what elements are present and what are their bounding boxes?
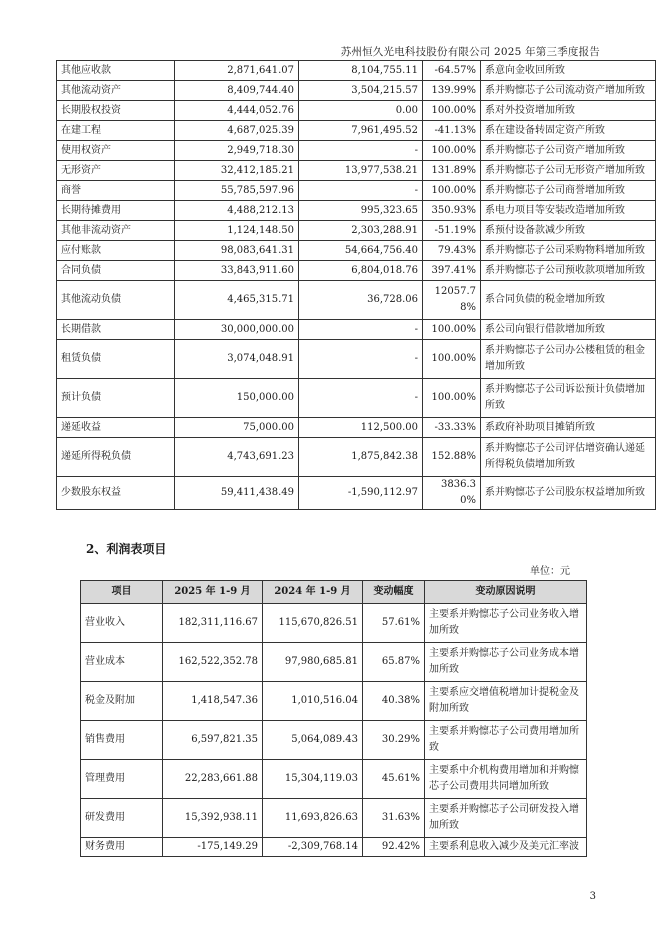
row-change-cell: 139.99% [423,81,481,101]
row-change-cell: 40.38% [363,682,425,721]
table-row [57,81,656,101]
row-current-cell: 55,785,597.96 [175,181,299,201]
row-reason-cell: 主要系并购懔芯子公司业务成本增加所致 [425,643,587,682]
income-statement-changes-table [80,580,587,857]
row-reason-cell: 系并购懔芯子公司评估增资确认递延所得税负债增加所致 [481,438,656,477]
row-item-cell: 商誉 [57,181,175,201]
row-change-cell: 31.63% [363,799,425,838]
row-reason-cell: 系合同负债的税金增加所致 [481,281,656,320]
row-change-cell: 45.61% [363,760,425,799]
row-previous-cell: -2,309,768.14 [263,838,363,857]
row-reason-cell: 主要系应交增值税增加计提税金及附加所致 [425,682,587,721]
row-item-cell: 无形资产 [57,161,175,181]
row-item-cell: 销售费用 [81,721,163,760]
row-previous-cell: 2,303,288.91 [299,221,423,241]
row-current-cell: -175,149.29 [163,838,263,857]
row-previous-cell: 11,693,826.63 [263,799,363,838]
table-row [57,320,656,340]
table-row [57,438,656,477]
row-change-cell: 397.41% [423,261,481,281]
table-row [57,101,656,121]
row-current-cell: 59,411,438.49 [175,477,299,510]
row-change-cell: 65.87% [363,643,425,682]
row-reason-cell: 系政府补助项目摊销所致 [481,418,656,438]
row-reason-cell: 主要系并购懔芯子公司研发投入增加所致 [425,799,587,838]
row-reason-cell: 系并购懔芯子公司商誉增加所致 [481,181,656,201]
row-reason-cell: 主要系并购懔芯子公司业务收入增加所致 [425,604,587,643]
row-change-cell: 57.61% [363,604,425,643]
row-change-cell: 12057.78% [423,281,481,320]
row-change-cell: 100.00% [423,340,481,379]
row-current-cell: 4,465,315.71 [175,281,299,320]
row-previous-cell: 15,304,119.03 [263,760,363,799]
header-reason: 变动原因说明 [425,581,587,604]
row-change-cell: 100.00% [423,181,481,201]
header-previous: 2024 年 1-9 月 [263,581,363,604]
row-previous-cell: - [299,141,423,161]
row-previous-cell: - [299,379,423,418]
page-number: 3 [589,891,596,902]
row-change-cell: 100.00% [423,141,481,161]
row-reason-cell: 主要系并购懔芯子公司费用增加所致 [425,721,587,760]
section-title: 2、利润表项目 [86,542,167,556]
row-change-cell: 79.43% [423,241,481,261]
table-row [57,477,656,510]
row-previous-cell: 112,500.00 [299,418,423,438]
row-previous-cell: 1,875,842.38 [299,438,423,477]
row-current-cell: 3,074,048.91 [175,340,299,379]
row-change-cell: -33.33% [423,418,481,438]
row-item-cell: 其他流动负债 [57,281,175,320]
row-change-cell: 3836.30% [423,477,481,510]
row-reason-cell: 系并购懔芯子公司资产增加所致 [481,141,656,161]
table-row [81,838,587,857]
table-row [57,121,656,141]
row-item-cell: 租赁负债 [57,340,175,379]
row-current-cell: 2,949,718.30 [175,141,299,161]
row-change-cell: -51.19% [423,221,481,241]
row-current-cell: 4,687,025.39 [175,121,299,141]
row-reason-cell: 系并购懔芯子公司无形资产增加所致 [481,161,656,181]
row-item-cell: 长期股权投资 [57,101,175,121]
row-change-cell: 100.00% [423,320,481,340]
table-row [57,181,656,201]
row-reason-cell: 系并购懔芯子公司预收款项增加所致 [481,261,656,281]
row-item-cell: 预计负债 [57,379,175,418]
row-previous-cell: 115,670,826.51 [263,604,363,643]
row-reason-cell: 系意向金收回所致 [481,61,656,81]
row-item-cell: 管理费用 [81,760,163,799]
header-item: 项目 [81,581,163,604]
table-row [81,682,587,721]
row-previous-cell: 0.00 [299,101,423,121]
row-item-cell: 少数股东权益 [57,477,175,510]
row-reason-cell: 系并购懔芯子公司办公楼租赁的租金增加所致 [481,340,656,379]
row-previous-cell: - [299,181,423,201]
row-item-cell: 合同负债 [57,261,175,281]
header-current: 2025 年 1-9 月 [163,581,263,604]
report-header: 苏州恒久光电科技股份有限公司 2025 年第三季度报告 [340,46,600,58]
row-item-cell: 营业收入 [81,604,163,643]
row-previous-cell: 3,504,215.57 [299,81,423,101]
table-row [57,340,656,379]
row-previous-cell: 36,728.06 [299,281,423,320]
table-row [81,721,587,760]
table-row [57,201,656,221]
row-current-cell: 182,311,116.67 [163,604,263,643]
header-change: 变动幅度 [363,581,425,604]
row-current-cell: 4,743,691.23 [175,438,299,477]
row-change-cell: 30.29% [363,721,425,760]
row-item-cell: 在建工程 [57,121,175,141]
table-header-row [81,581,587,604]
row-current-cell: 150,000.00 [175,379,299,418]
row-current-cell: 32,412,185.21 [175,161,299,181]
row-current-cell: 33,843,911.60 [175,261,299,281]
row-change-cell: 131.89% [423,161,481,181]
row-item-cell: 研发费用 [81,799,163,838]
row-current-cell: 162,522,352.78 [163,643,263,682]
table-row [57,261,656,281]
row-item-cell: 财务费用 [81,838,163,857]
row-item-cell: 长期借款 [57,320,175,340]
table-row [57,61,656,81]
table-row [57,141,656,161]
row-previous-cell: - [299,320,423,340]
row-previous-cell: 995,323.65 [299,201,423,221]
row-change-cell: 350.93% [423,201,481,221]
row-item-cell: 其他应收款 [57,61,175,81]
table-row [57,418,656,438]
table-row [57,281,656,320]
row-current-cell: 15,392,938.11 [163,799,263,838]
row-previous-cell: 97,980,685.81 [263,643,363,682]
row-previous-cell: 1,010,516.04 [263,682,363,721]
row-item-cell: 其他流动资产 [57,81,175,101]
row-current-cell: 8,409,744.40 [175,81,299,101]
row-previous-cell: 54,664,756.40 [299,241,423,261]
row-change-cell: 100.00% [423,379,481,418]
row-change-cell: -41.13% [423,121,481,141]
row-reason-cell: 系并购懔芯子公司诉讼预计负债增加所致 [481,379,656,418]
row-reason-cell: 系并购懔芯子公司流动资产增加所致 [481,81,656,101]
row-current-cell: 4,488,212.13 [175,201,299,221]
row-item-cell: 递延收益 [57,418,175,438]
table-row [81,799,587,838]
row-item-cell: 递延所得税负债 [57,438,175,477]
table-row [81,643,587,682]
row-item-cell: 其他非流动资产 [57,221,175,241]
unit-label: 单位：元 [530,566,570,577]
row-reason-cell: 系对外投资增加所致 [481,101,656,121]
row-previous-cell: - [299,340,423,379]
row-reason-cell: 系预付设备款减少所致 [481,221,656,241]
row-previous-cell: 5,064,089.43 [263,721,363,760]
row-current-cell: 4,444,052.76 [175,101,299,121]
row-current-cell: 75,000.00 [175,418,299,438]
table-row [57,161,656,181]
row-previous-cell: 8,104,755.11 [299,61,423,81]
balance-sheet-changes-table [56,60,656,510]
row-reason-cell: 系电力项目等安装改造增加所致 [481,201,656,221]
table-row [81,760,587,799]
row-reason-cell: 系公司向银行借款增加所致 [481,320,656,340]
row-current-cell: 2,871,641.07 [175,61,299,81]
row-change-cell: -64.57% [423,61,481,81]
row-previous-cell: 13,977,538.21 [299,161,423,181]
table-row [81,604,587,643]
row-reason-cell: 主要系中介机构费用增加和并购懔芯子公司费用共同增加所致 [425,760,587,799]
table-row [57,221,656,241]
row-reason-cell: 系在建设备转固定资产所致 [481,121,656,141]
table-row [57,241,656,261]
row-item-cell: 应付账款 [57,241,175,261]
row-change-cell: 152.88% [423,438,481,477]
row-reason-cell: 主要系利息收入减少及美元汇率波 [425,838,587,857]
row-previous-cell: -1,590,112.97 [299,477,423,510]
row-item-cell: 营业成本 [81,643,163,682]
row-reason-cell: 系并购懔芯子公司股东权益增加所致 [481,477,656,510]
row-current-cell: 98,083,641.31 [175,241,299,261]
row-current-cell: 30,000,000.00 [175,320,299,340]
row-previous-cell: 7,961,495.52 [299,121,423,141]
row-reason-cell: 系并购懔芯子公司采购物料增加所致 [481,241,656,261]
row-current-cell: 1,124,148.50 [175,221,299,241]
row-previous-cell: 6,804,018.76 [299,261,423,281]
row-current-cell: 22,283,661.88 [163,760,263,799]
row-item-cell: 使用权资产 [57,141,175,161]
row-item-cell: 税金及附加 [81,682,163,721]
row-item-cell: 长期待摊费用 [57,201,175,221]
row-current-cell: 6,597,821.35 [163,721,263,760]
row-current-cell: 1,418,547.36 [163,682,263,721]
row-change-cell: 92.42% [363,838,425,857]
row-change-cell: 100.00% [423,101,481,121]
table-row [57,379,656,418]
